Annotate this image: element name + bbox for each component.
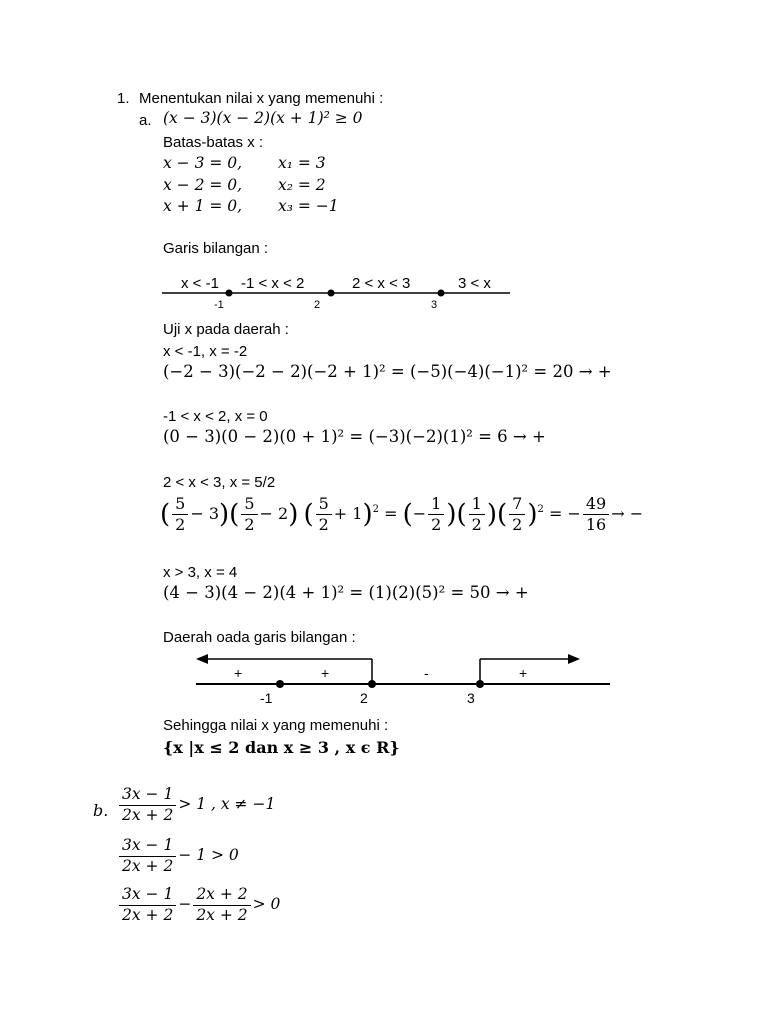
bound-root-3: x₃ = −1 (278, 197, 339, 215)
region-label-3: 2 < x < 3 (352, 275, 411, 292)
test-condition-4: x > 3, x = 4 (163, 564, 238, 581)
b2-rest: − 1 > 0 (178, 846, 239, 864)
sign-3: - (424, 665, 429, 681)
b3-num: 3x − 1 (119, 887, 176, 906)
sign-point-3: 3 (467, 690, 475, 706)
b2-num: 3x − 1 (119, 838, 176, 857)
b3-rest: > 0 (252, 895, 281, 913)
b1-den: 2x + 2 (122, 805, 174, 824)
conclusion-heading: Sehingga nilai x yang memenuhi : (163, 717, 389, 734)
part-a-label: a. (139, 112, 152, 129)
part-b-line-2 (117, 838, 239, 874)
bound-equation-2: x − 2 = 0, (163, 176, 243, 194)
point-label-1: -1 (214, 299, 224, 311)
calc-3-sign: → − (611, 504, 644, 523)
calc-3-frac-den: 16 (585, 515, 607, 534)
bound-equation-1: x − 3 = 0, (163, 154, 243, 172)
region-label-2: -1 < x < 2 (241, 275, 305, 292)
point-marker (226, 290, 233, 297)
point-marker (438, 290, 445, 297)
b3-den2: 2x + 2 (196, 905, 248, 924)
region-label-1: x < -1 (181, 275, 219, 292)
bounds-heading: Batas-batas x : (163, 134, 264, 151)
test-condition-1: x < -1, x = -2 (163, 343, 248, 360)
number-line-heading: Garis bilangan : (163, 240, 269, 257)
test-calc-3: ( $\frac{5}{2}$ − 3)( $\frac{5}{2}$ − 2) ( $\frac{5}{2}$ + 1)$^2$ = (− $\frac{1}{2}$ )( $\frac{1}{2}$ )( $\frac{7}{2}$ )$^2$ = − $\frac{49}{16}$ → − (160, 494, 644, 534)
bound-equation-3: x + 1 = 0, (163, 197, 243, 215)
solution-set: {x |x ≤ 2 dan x ≥ 3 , x ϵ R} (163, 738, 400, 757)
region-label-4: 3 < x (458, 275, 491, 292)
sign-point-2: 2 (360, 690, 368, 706)
sign-2: + (321, 665, 330, 681)
b3-num2: 2x + 2 (193, 887, 250, 906)
sign-4: + (519, 665, 528, 681)
part-a-inequality: (x − 3)(x − 2)(x + 1)² ≥ 0 (163, 109, 363, 127)
problem-number: 1. (117, 90, 130, 107)
test-condition-2: -1 < x < 2, x = 0 (163, 408, 268, 425)
test-calc-4: (4 − 3)(4 − 2)(4 + 1)² = (1)(2)(5)² = 50 → + (163, 583, 529, 602)
test-condition-3: 2 < x < 3, x = 5/2 (163, 474, 276, 491)
part-b-line-3 (117, 887, 280, 923)
calc-3-equals: = − (548, 504, 581, 523)
test-calc-2: (0 − 3)(0 − 2)(0 + 1)² = (−3)(−2)(1)² = 6 → + (163, 427, 546, 446)
b3-den: 2x + 2 (122, 905, 174, 924)
b1-num: 3x − 1 (119, 787, 176, 806)
part-b-label: b. (93, 801, 109, 820)
test-calc-1: (−2 − 3)(−2 − 2)(−2 + 1)² = (−5)(−4)(−1)² = 20 → + (163, 362, 612, 381)
b2-den: 2x + 2 (122, 856, 174, 875)
bound-root-1: x₁ = 3 (278, 154, 326, 172)
point-label-3: 3 (431, 299, 438, 311)
problem-title: Menentukan nilai x yang memenuhi : (139, 90, 384, 107)
point-marker (328, 290, 335, 297)
region-heading: Daerah oada garis bilangan : (163, 629, 356, 646)
sign-point-1: -1 (260, 690, 273, 706)
calc-3-frac-num: 49 (583, 496, 609, 515)
b1-rest: > 1 , x ≠ −1 (178, 795, 276, 813)
part-b-line-1 (117, 787, 275, 823)
test-heading: Uji x pada daerah : (163, 321, 289, 338)
bound-root-2: x₂ = 2 (278, 176, 326, 194)
sign-1: + (234, 665, 243, 681)
b3-op: − (178, 895, 192, 913)
point-label-2: 2 (314, 299, 321, 311)
